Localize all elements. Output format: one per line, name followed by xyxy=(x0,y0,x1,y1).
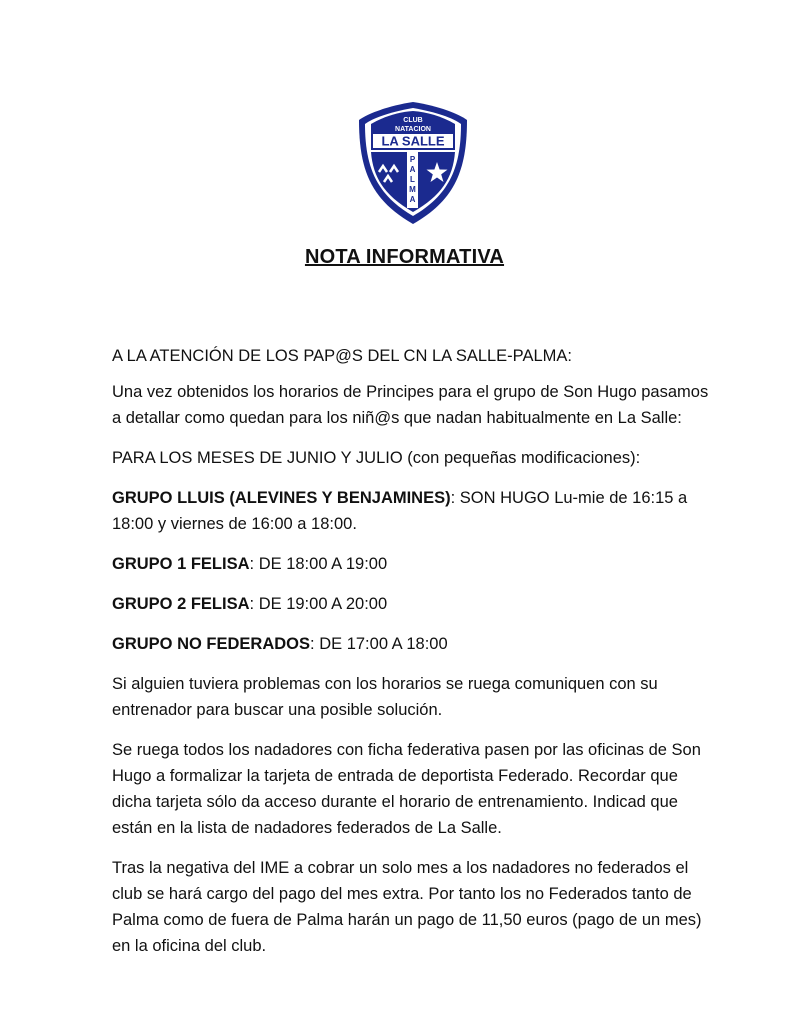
logo-line1: CLUB xyxy=(403,117,423,124)
logo-vertical-a1: A xyxy=(409,165,416,174)
group-name: GRUPO LLUIS (ALEVINES Y BENJAMINES) xyxy=(112,489,451,507)
logo-vertical-l: L xyxy=(410,175,415,184)
group-2-felisa xyxy=(112,591,712,617)
logo-line3: LA SALLE xyxy=(381,133,445,149)
group-no-federados xyxy=(112,631,712,657)
group-name: GRUPO 1 FELISA xyxy=(112,555,250,573)
group-lluis xyxy=(112,485,712,537)
group-1-felisa xyxy=(112,551,712,577)
group-schedule: : DE 17:00 A 18:00 xyxy=(310,635,448,653)
group-schedule: : DE 19:00 A 20:00 xyxy=(249,595,388,613)
document-body xyxy=(112,343,712,973)
page-title: NOTA INFORMATIVA xyxy=(304,246,505,268)
problems-paragraph: Si alguien tuviera problemas con los horarios se ruega comuniquen con su entrenador para buscar una posible solución. xyxy=(112,675,658,719)
logo-vertical-m: M xyxy=(409,185,416,194)
group-schedule: : SON HUGO Lu-mie de 16:15 a 18:00 y viernes de 16:00 a 18:00. xyxy=(112,489,688,533)
club-logo xyxy=(357,100,469,226)
greeting: A LA ATENCIÓN DE LOS PAP@S DEL CN LA SALLE-PALMA: xyxy=(112,347,572,365)
intro-paragraph: Una vez obtenidos los horarios de Principes para el grupo de Son Hugo pasamos a detallar como quedan para los niñ@s que nadan habitualmente en La Salle: xyxy=(112,383,709,427)
logo-line2: NATACION xyxy=(395,126,431,133)
group-name: GRUPO NO FEDERADOS xyxy=(112,635,311,653)
federated-card-paragraph: Se ruega todos los nadadores con ficha federativa pasen por las oficinas de Son Hugo a formalizar la tarjeta de entrada de deportista Federado. Recordar que dicha tarjeta sólo da acceso durante el horario de entrenamiento. Indicad que están en la lista de nadadores federados de La Salle. xyxy=(112,741,701,837)
group-schedule: : DE 18:00 A 19:00 xyxy=(249,555,388,573)
logo-vertical-p: P xyxy=(409,155,416,164)
months-line: PARA LOS MESES DE JUNIO Y JULIO (con pequeñas modificaciones): xyxy=(112,449,641,467)
payment-paragraph: Tras la negativa del IME a cobrar un solo mes a los nadadores no federados el club se hará cargo del pago del mes extra. Por tanto los no Federados tanto de Palma como de fuera de Palma harán un pago de 11,50 euros (pago de un mes) en la oficina del club. xyxy=(112,859,702,955)
group-name: GRUPO 2 FELISA xyxy=(112,595,250,613)
logo-vertical-a2: A xyxy=(409,195,416,204)
